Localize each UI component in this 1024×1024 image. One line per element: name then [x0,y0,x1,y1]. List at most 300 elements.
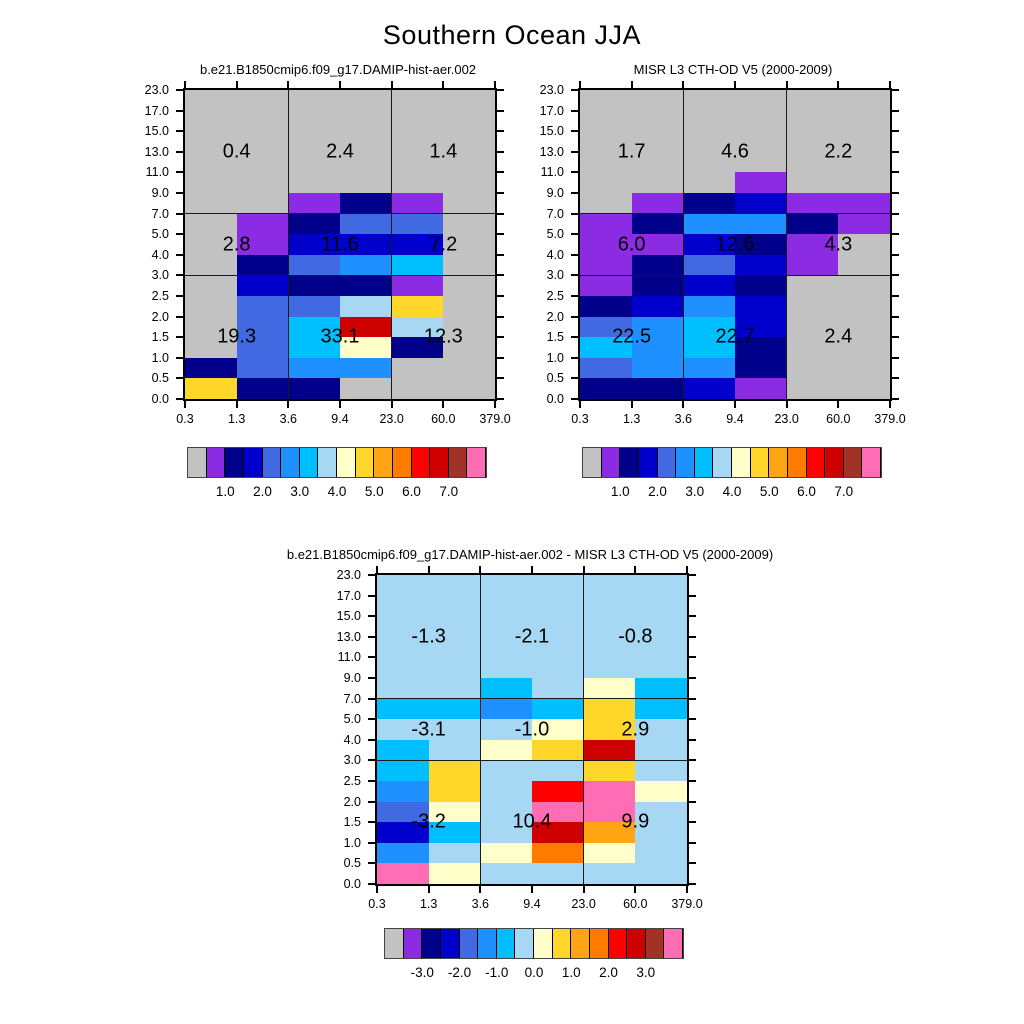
heatmap-cell [480,699,532,720]
colorbar-segment [627,929,646,958]
axis-tick [892,130,899,132]
heatmap-cell [340,358,392,379]
axis-tick [531,886,533,893]
zone-value-label: 4.3 [824,233,853,255]
heatmap-cell [340,214,392,235]
axis-tick [497,254,504,256]
axis-tick [689,821,696,823]
heatmap-cell [532,843,584,864]
axis-tick [287,401,289,408]
heatmap-cell [787,90,839,111]
axis-tick [494,401,496,408]
axis-tick [892,213,899,215]
colorbar-segment [460,929,479,958]
zone-value-label: 10.4 [512,810,552,833]
axis-tick [689,615,696,617]
axis-tick [236,81,238,88]
y-tick-label: 13.0 [336,629,361,644]
heatmap-cell [683,378,735,399]
heatmap-cell [392,111,444,132]
heatmap-cell [392,90,444,111]
y-tick-label: 11.0 [540,165,564,180]
axis-tick [892,377,899,379]
heatmap-cell [532,657,584,678]
axis-tick [689,883,696,885]
axis-tick [571,398,578,400]
axis-tick [689,677,696,679]
heatmap-cell [838,378,890,399]
axis-tick [368,615,375,617]
colorbar-tick-label: 3.0 [636,965,656,980]
heatmap-cell [735,275,787,296]
axis-tick [176,213,183,215]
heatmap-cell [443,111,495,132]
heatmap-cell [632,358,684,379]
colorbar-tick-label: 7.0 [834,484,854,499]
y-tick-label: 2.0 [151,309,169,324]
heatmap-cell [377,760,429,781]
zone-value-label: 2.4 [824,325,853,348]
colorbar-tick-label: 3.0 [685,484,705,499]
heatmap-cell [429,575,481,596]
zone-gridline-horizontal [377,760,687,761]
axis-tick [892,295,899,297]
axis-tick [428,886,430,893]
colorbar-segment [807,448,826,477]
axis-tick [571,357,578,359]
heatmap-cell [480,678,532,699]
colorbar-segment [225,448,244,477]
zone-gridline-vertical [288,90,289,399]
axis-tick [176,171,183,173]
heatmap-cell [787,172,839,193]
heatmap-cell [735,255,787,276]
colorbar-tick-label: 2.0 [253,484,272,499]
heatmap-cell [480,863,532,884]
axis-tick [391,81,393,88]
axis-tick [368,862,375,864]
y-tick-label: 7.0 [546,206,564,221]
heatmap-cell [635,575,687,596]
page-title: Southern Ocean JJA [382,20,642,50]
colorbar-segment [676,448,695,477]
axis-tick [368,636,375,638]
zone-value-label: -1.3 [411,625,446,648]
colorbar-segment [412,448,431,477]
heatmap-cell [632,90,684,111]
axis-tick [571,336,578,338]
heatmap-cell [480,843,532,864]
axis-tick [368,656,375,658]
heatmap-cell [237,214,289,235]
axis-tick [571,89,578,91]
axis-tick [497,89,504,91]
y-tick-label: 9.0 [343,671,361,685]
y-tick-label: 1.0 [151,350,169,365]
heatmap-cell [377,575,429,596]
heatmap-cell [429,657,481,678]
axis-tick [497,274,504,276]
heatmap-cell [340,172,392,193]
colorbar-tick-label: 1.0 [215,484,235,499]
heatmap-cell [632,255,684,276]
axis-tick [368,739,375,741]
heatmap-cell [237,111,289,132]
heatmap-cell [787,255,839,276]
y-tick-label: 5.0 [343,712,361,727]
x-tick-label: 23.0 [774,412,799,426]
y-tick-label: 2.5 [546,289,564,303]
heatmap-cell [429,843,481,864]
axis-tick [497,110,504,112]
axis-tick [689,656,696,658]
axis-tick [583,566,585,573]
axis-tick [689,842,696,844]
x-tick-label: 0.3 [368,897,386,911]
heatmap-cell [584,596,636,617]
colorbar-tick-label: 4.0 [327,484,347,499]
colorbar-segment [515,929,534,958]
y-tick-label: 1.5 [151,330,169,345]
heatmap-cell [237,172,289,193]
y-tick-label: 0.5 [546,371,564,386]
heatmap-cell [580,378,632,399]
colorbar-segment [769,448,788,477]
heatmap-cell [443,193,495,214]
axis-tick [734,81,736,88]
heatmap-cell [683,275,735,296]
colorbar-tick-label: 1.0 [561,965,581,980]
axis-tick [579,401,581,408]
colorbar-segment [553,929,572,958]
heatmap-cell [392,275,444,296]
zone-value-label: 1.7 [617,140,646,163]
heatmap-cell [377,843,429,864]
colorbar-tick-label: 5.0 [759,484,779,499]
heatmap-cell [377,863,429,884]
colorbar-segment [188,448,207,477]
heatmap-cell [632,111,684,132]
axis-tick [368,821,375,823]
y-tick-label: 15.0 [539,124,564,139]
heatmap-cell [584,760,636,781]
axis-tick [376,886,378,893]
y-tick-label: 3.0 [151,268,169,283]
colorbar-segment [590,929,609,958]
colorbar-segment [393,448,412,477]
heatmap-cell [288,255,340,276]
heatmap-cell [185,111,237,132]
axis-tick [689,759,696,761]
colorbar-segment [300,448,319,477]
axis-tick [571,192,578,194]
heatmap-cell [443,172,495,193]
y-tick-label: 0.0 [343,877,361,891]
heatmap-cell [392,255,444,276]
heatmap-cell [480,740,532,761]
axis-tick [571,233,578,235]
colorbar-tick-label: 2.0 [648,484,667,499]
axis-tick [786,401,788,408]
zone-gridline-vertical [480,575,481,884]
heatmap-cell [288,358,340,379]
panel-diff [286,547,774,911]
y-tick-label: 1.0 [343,835,361,850]
axis-tick [686,886,688,893]
heatmap-cell [838,90,890,111]
heatmap-cell [735,214,787,235]
colorbar-segment [751,448,770,477]
heatmap-cell [429,699,481,720]
axis-tick [571,171,578,173]
heatmap-cell [735,378,787,399]
axis-tick [892,192,899,194]
heatmap-cell [185,296,237,317]
y-tick-label: 13.0 [539,144,564,159]
x-tick-label: 0.3 [176,412,194,426]
x-tick-label: 3.6 [279,412,298,426]
heatmap-cell [377,781,429,802]
heatmap-cell [683,358,735,379]
colorbar-segment [449,448,468,477]
y-tick-label: 5.0 [546,227,564,242]
heatmap-cell [443,296,495,317]
y-tick-label: 9.0 [546,186,564,200]
y-tick-label: 9.0 [151,186,169,200]
heatmap-cell [683,193,735,214]
panel-model-title: b.e21.B1850cmip6.f09_g17.DAMIP-hist-aer.002 [199,62,477,77]
y-tick-label: 4.0 [151,247,169,262]
zone-value-label: 2.2 [824,140,853,163]
axis-tick [837,401,839,408]
axis-tick [682,401,684,408]
x-tick-label: 60.0 [431,412,456,426]
axis-tick [176,295,183,297]
colorbar-segment [825,448,844,477]
colorbar-segment [602,448,621,477]
axis-tick [689,862,696,864]
heatmap-cell [185,275,237,296]
heatmap-cell [185,90,237,111]
axis-tick [571,110,578,112]
heatmap-cell [584,740,636,761]
zone-value-label: 11.6 [321,233,359,255]
y-tick-label: 23.0 [144,83,169,97]
heatmap-cell [480,657,532,678]
heatmap-cell [443,275,495,296]
panel-obs [539,62,906,426]
heatmap-cell [580,275,632,296]
heatmap-cell [683,214,735,235]
heatmap-cell [429,863,481,884]
zone-value-label: -3.1 [411,718,446,740]
heatmap-cell [632,296,684,317]
panel-obs-plot [578,88,892,401]
heatmap-cell [580,214,632,235]
heatmap-cell [443,214,495,235]
heatmap-cell [288,275,340,296]
heatmap-cell [683,111,735,132]
heatmap-cell [392,296,444,317]
heatmap-cell [392,358,444,379]
heatmap-cell [838,255,890,276]
x-tick-label: 1.3 [622,412,641,426]
colorbar-segment [467,448,486,477]
colorbar-segment [583,448,602,477]
heatmap-cell [580,90,632,111]
y-tick-label: 17.0 [144,103,169,118]
y-tick-label: 0.5 [151,371,169,386]
heatmap-cell [632,193,684,214]
heatmap-cell [532,740,584,761]
heatmap-cell [185,172,237,193]
x-tick-label: 60.0 [826,412,851,426]
axis-tick [184,81,186,88]
panel-model [144,62,511,426]
zone-value-label: -3.2 [411,810,446,833]
colorbar-segment [620,448,639,477]
heatmap-cell [584,843,636,864]
y-tick-label: 17.0 [539,103,564,118]
heatmap-cell [185,378,237,399]
colorbar-tick-label: -1.0 [485,965,509,980]
heatmap-cell [635,781,687,802]
axis-tick [497,295,504,297]
heatmap-cell [480,760,532,781]
y-tick-label: 0.0 [546,392,564,406]
axis-tick [368,780,375,782]
heatmap-cell [635,760,687,781]
axis-tick [892,398,899,400]
axis-tick [368,718,375,720]
y-tick-label: 2.0 [343,794,361,809]
heatmap-cell [838,275,890,296]
axis-tick [176,316,183,318]
zone-gridline-vertical [786,90,787,399]
colorbar-segment [422,929,441,958]
heatmap-cell [480,781,532,802]
heatmap-cell [635,843,687,864]
axis-tick [428,566,430,573]
heatmap-cell [838,193,890,214]
axis-tick [176,192,183,194]
heatmap-cell [584,781,636,802]
zone-value-label: 4.6 [721,140,749,163]
colorbar-segment [337,448,356,477]
axis-tick [889,401,891,408]
heatmap-cell [584,575,636,596]
colorbar-segment [441,929,460,958]
heatmap-cell [532,678,584,699]
heatmap-cell [443,255,495,276]
colorbar-tick-label: -2.0 [447,965,472,980]
axis-tick [376,566,378,573]
y-tick-label: 4.0 [343,732,361,747]
heatmap-cell [443,90,495,111]
heatmap-cell [237,193,289,214]
zone-value-label: 2.8 [222,233,251,255]
heatmap-cell [580,172,632,193]
axis-tick [176,151,183,153]
axis-tick [176,377,183,379]
zone-gridline-horizontal [185,275,495,276]
y-tick-label: 15.0 [144,124,169,139]
y-tick-label: 2.5 [343,774,361,788]
colorbar-segment [571,929,590,958]
heatmap-cell [340,275,392,296]
colorbar-segment [732,448,751,477]
axis-tick [837,81,839,88]
panel-diff-plot [375,573,689,886]
panel-model-plot [183,88,497,401]
heatmap-cell [838,111,890,132]
heatmap-cell [392,172,444,193]
axis-tick [689,595,696,597]
heatmap-cell [237,255,289,276]
axis-tick [689,739,696,741]
y-tick-label: 4.0 [546,247,564,262]
x-tick-label: 23.0 [571,897,596,911]
y-tick-label: 0.0 [151,392,169,406]
x-tick-label: 9.4 [726,412,744,426]
heatmap-cell [288,214,340,235]
colorbar-tick-label: 3.0 [290,484,310,499]
panel-diff-title: b.e21.B1850cmip6.f09_g17.DAMIP-hist-aer.002 - MISR L3 CTH-OD V5 (2000-2009) [286,547,774,562]
y-tick-label: 23.0 [336,568,361,582]
axis-tick [497,130,504,132]
colorbar-segment [664,929,683,958]
axis-tick [391,401,393,408]
axis-tick [339,81,341,88]
axis-tick [571,295,578,297]
zone-gridline-horizontal [377,698,687,699]
x-tick-label: 1.3 [419,897,438,911]
colorbar-segment [646,929,665,958]
heatmap-cell [532,781,584,802]
axis-tick [631,81,633,88]
axis-tick [287,81,289,88]
heatmap-cell [532,863,584,884]
heatmap-cell [683,172,735,193]
axis-tick [176,357,183,359]
axis-tick [892,233,899,235]
heatmap-cell [340,296,392,317]
panel-obs-title: MISR L3 CTH-OD V5 (2000-2009) [633,62,833,77]
heatmap-cell [377,596,429,617]
axis-tick [689,801,696,803]
colorbar-segment [713,448,732,477]
colorbar-tick-label: 5.0 [364,484,384,499]
axis-tick [571,377,578,379]
x-tick-label: 379.0 [874,412,906,426]
x-tick-label: 60.0 [623,897,648,911]
axis-tick [689,574,696,576]
y-tick-label: 23.0 [539,83,564,97]
heatmap-cell [635,740,687,761]
heatmap-cell [838,358,890,379]
axis-tick [176,233,183,235]
colorbar-segment [263,448,282,477]
colorbar-segment [374,448,393,477]
axis-tick [579,81,581,88]
heatmap-cell [392,193,444,214]
heatmap-cell [340,90,392,111]
colorbar-segment [356,448,375,477]
y-tick-label: 1.5 [546,330,564,345]
heatmap-cell [377,678,429,699]
heatmap-cell [185,255,237,276]
heatmap-cell [635,678,687,699]
